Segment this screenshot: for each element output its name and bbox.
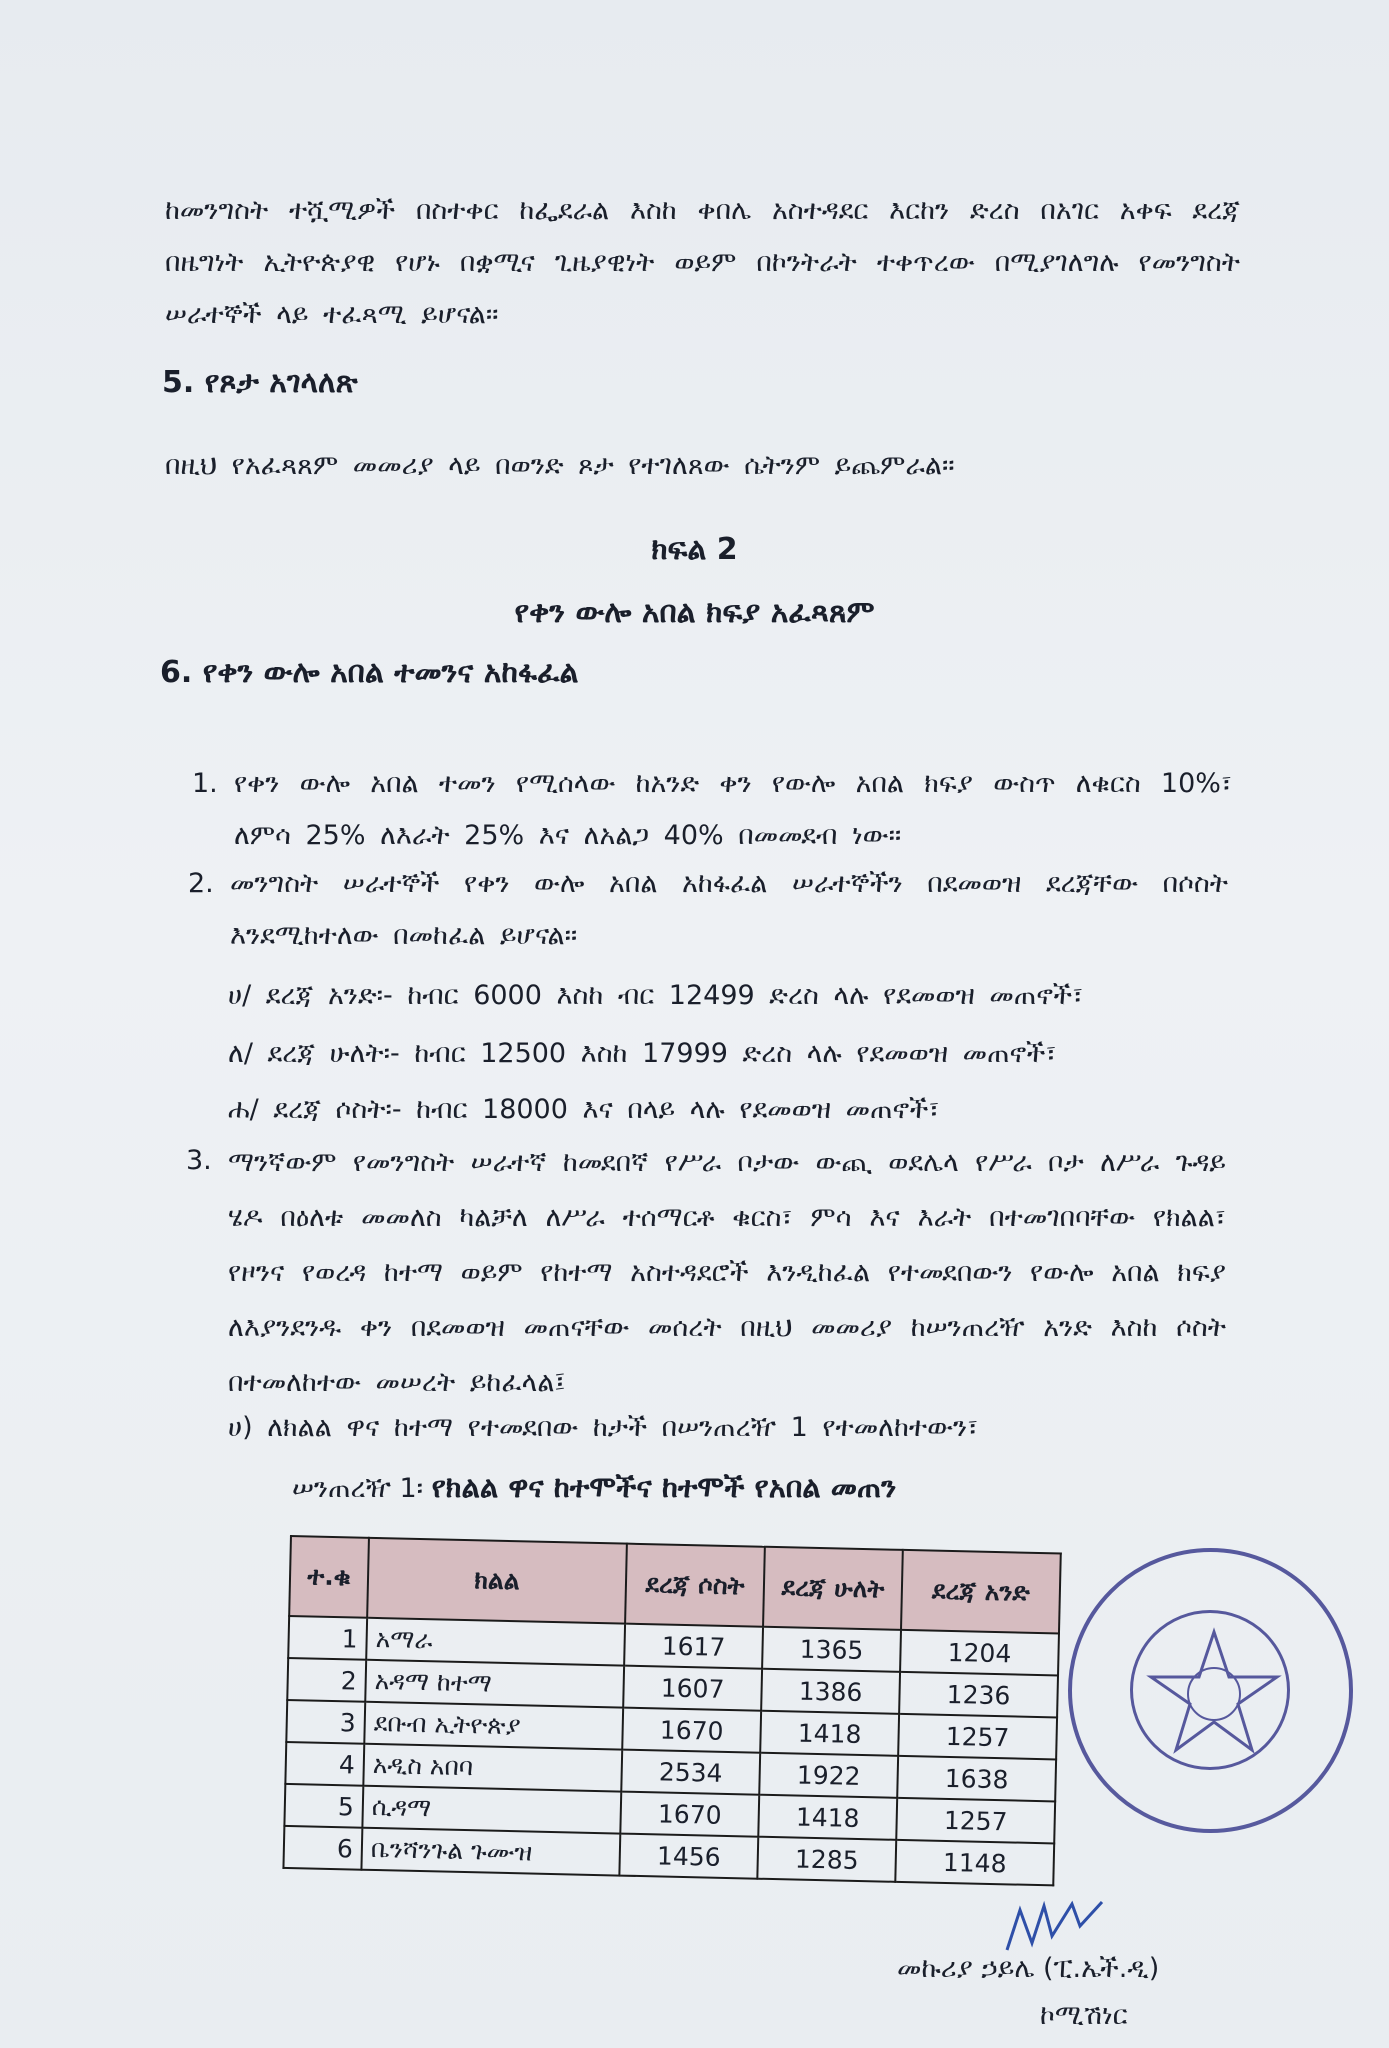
table-header-cell: ተ.ቁ — [289, 1536, 369, 1618]
section6-heading: 6. የቀን ውሎ አበል ተመንና አከፋፈል — [160, 655, 579, 690]
table-cell: አዳማ ከተማ — [365, 1660, 624, 1708]
official-seal — [1068, 1548, 1353, 1833]
table-cell: 1922 — [759, 1753, 898, 1798]
table-header-cell: ደረጃ ሁለት — [763, 1547, 903, 1630]
table-cell: 1456 — [619, 1834, 758, 1879]
section5-heading: 5. የጾታ አገላለጽ — [162, 365, 358, 400]
list-item-number: 1. — [192, 768, 218, 799]
list-item-text: መንግስት ሠራተኞች የቀን ውሎ አበል አከፋፈል ሠራተኞችን በደመወዝ ደረጃቸው በሶስት እንደሚከተለው በመከፈል ይሆናል። — [230, 868, 1228, 951]
table-header-cell: ደረጃ አንድ — [901, 1550, 1061, 1634]
table-cell: 1365 — [762, 1627, 901, 1672]
table-cell: 5 — [284, 1784, 363, 1828]
table-cell: 1 — [288, 1616, 367, 1660]
sub-item: ለ/ ደረጃ ሁለት፡- ከብር 12500 እስከ 17999 ድረስ ላሉ የደመወዝ መጠኖች፣ — [228, 1038, 1057, 1069]
list-item — [186, 1135, 1226, 1400]
sub-item: ሀ) ለክልል ዋና ከተማ የተመደበው ከታች በሠንጠረዥ 1 የተመለከተውን፣ — [228, 1412, 979, 1443]
table-cell: 1670 — [622, 1708, 761, 1753]
table-cell: 1236 — [899, 1672, 1058, 1718]
table-cell: ሲዳማ — [362, 1786, 621, 1834]
table-cell: 1607 — [623, 1666, 762, 1711]
allowance-table — [282, 1535, 1061, 1886]
table-caption — [292, 1470, 896, 1505]
list-item-number: 3. — [186, 1145, 212, 1176]
list-item-text: ማንኛውም የመንግስት ሠራተኛ ከመደበኛ የሥራ ቦታው ውጪ ወደሌላ የሥራ ቦታ ለሥራ ጉዳይ ሄዶ በዕለቱ መመለስ ካልቻለ ለሥራ ተሰማርቶ ቁርስ፣ ምሳ እና እራት በተመገበባቸው የክልል፣ የዞንና የወረዳ ከተማ ወይም የከተማ አስተዳደሮች እንዲከፈል የተመደበውን የውሎ አበል ክፍያ ለእያንደንዱ ቀን በደመወዝ መጠናቸው መሰረት በዚህ መመሪያ ከሠንጠረዥ አንድ እስከ ሶስት በተመለከተው መሠረት ይከፈላል፤ — [228, 1147, 1226, 1398]
table-cell: 1617 — [624, 1624, 763, 1669]
table-cell: 1638 — [897, 1756, 1056, 1802]
section5-text: በዚህ የአፈጻጸም መመሪያ ላይ በወንድ ጾታ የተገለጸው ሴትንም ይጨምራል። — [165, 450, 955, 481]
part-title: ክፍል 2 — [651, 532, 738, 567]
list-item — [192, 758, 1232, 862]
table-cell: ቤንሻንጉል ጉሙዝ — [361, 1828, 620, 1876]
table-header-cell: ደረጃ ሶስት — [625, 1544, 765, 1627]
list-item-number: 2. — [188, 868, 214, 899]
table-cell: 1148 — [895, 1840, 1054, 1886]
handwritten-signature — [1002, 1898, 1112, 1958]
sub-item: ሀ/ ደረጃ አንድ፡- ከብር 6000 እስከ ብር 12499 ድረስ ላሉ የደመወዝ መጠኖች፣ — [228, 980, 1084, 1011]
table-cell: 1285 — [757, 1837, 896, 1882]
intro-paragraph: ከመንግስት ተሿሚዎች በስተቀር ከፌደራል እስከ ቀበሌ አስተዳደር እርከን ድረስ በአገር አቀፍ ደረጃ በዜግነት ኢትዮጵያዊ የሆኑ በቋሚና ጊዜያዊነት ወይም በኮንትራት ተቀጥረው በሚያገለግሉ የመንግስት ሠራተኞች ላይ ተፈጻሚ ይሆናል። — [165, 195, 1240, 330]
table-cell: 1204 — [900, 1630, 1059, 1676]
signatory-name: መኩሪያ ኃይሌ (ፒ.ኤች.ዲ) — [897, 1953, 1160, 1984]
list-item-text: የቀን ውሎ አበል ተመን የሚሰላው ከአንድ ቀን የውሎ አበል ክፍያ ውስጥ ለቁርስ 10%፣ ለምሳ 25% ለእራት 25% እና ለአልጋ 40% በመመደብ ነው። — [234, 768, 1232, 851]
list-item — [188, 858, 1228, 962]
table-cell: 1257 — [896, 1798, 1055, 1844]
part-subtitle: የቀን ውሎ አበል ክፍያ አፈጻጸም — [514, 595, 875, 630]
table-caption-prefix: ሠንጠረዥ 1፡ — [292, 1473, 424, 1504]
table-cell: 6 — [283, 1826, 362, 1870]
table-cell: አዲስ አበባ — [363, 1744, 622, 1792]
table-cell: አማራ — [366, 1618, 625, 1666]
table-cell: 2534 — [621, 1750, 760, 1795]
table-caption-title: የክልል ዋና ከተሞችና ከተሞች የአበል መጠን — [431, 1470, 897, 1504]
star-emblem-icon — [1072, 1552, 1357, 1837]
table-cell: 2 — [287, 1658, 366, 1702]
table-cell: 1670 — [620, 1792, 759, 1837]
table-cell: 1418 — [760, 1711, 899, 1756]
table-cell: 1386 — [761, 1669, 900, 1714]
sub-item: ሐ/ ደረጃ ሶስት፡- ከብር 18000 እና በላይ ላሉ የደመወዝ መጠኖች፣ — [228, 1094, 940, 1125]
table-cell: ደቡብ ኢትዮጵያ — [364, 1702, 623, 1750]
table-header-cell: ክልል — [367, 1538, 627, 1624]
table-cell: 1418 — [758, 1795, 897, 1840]
table-cell: 1257 — [898, 1714, 1057, 1760]
table-cell: 3 — [286, 1700, 365, 1744]
signatory-title: ኮሚሽነር — [1040, 2000, 1128, 2031]
table-cell: 4 — [285, 1742, 364, 1786]
